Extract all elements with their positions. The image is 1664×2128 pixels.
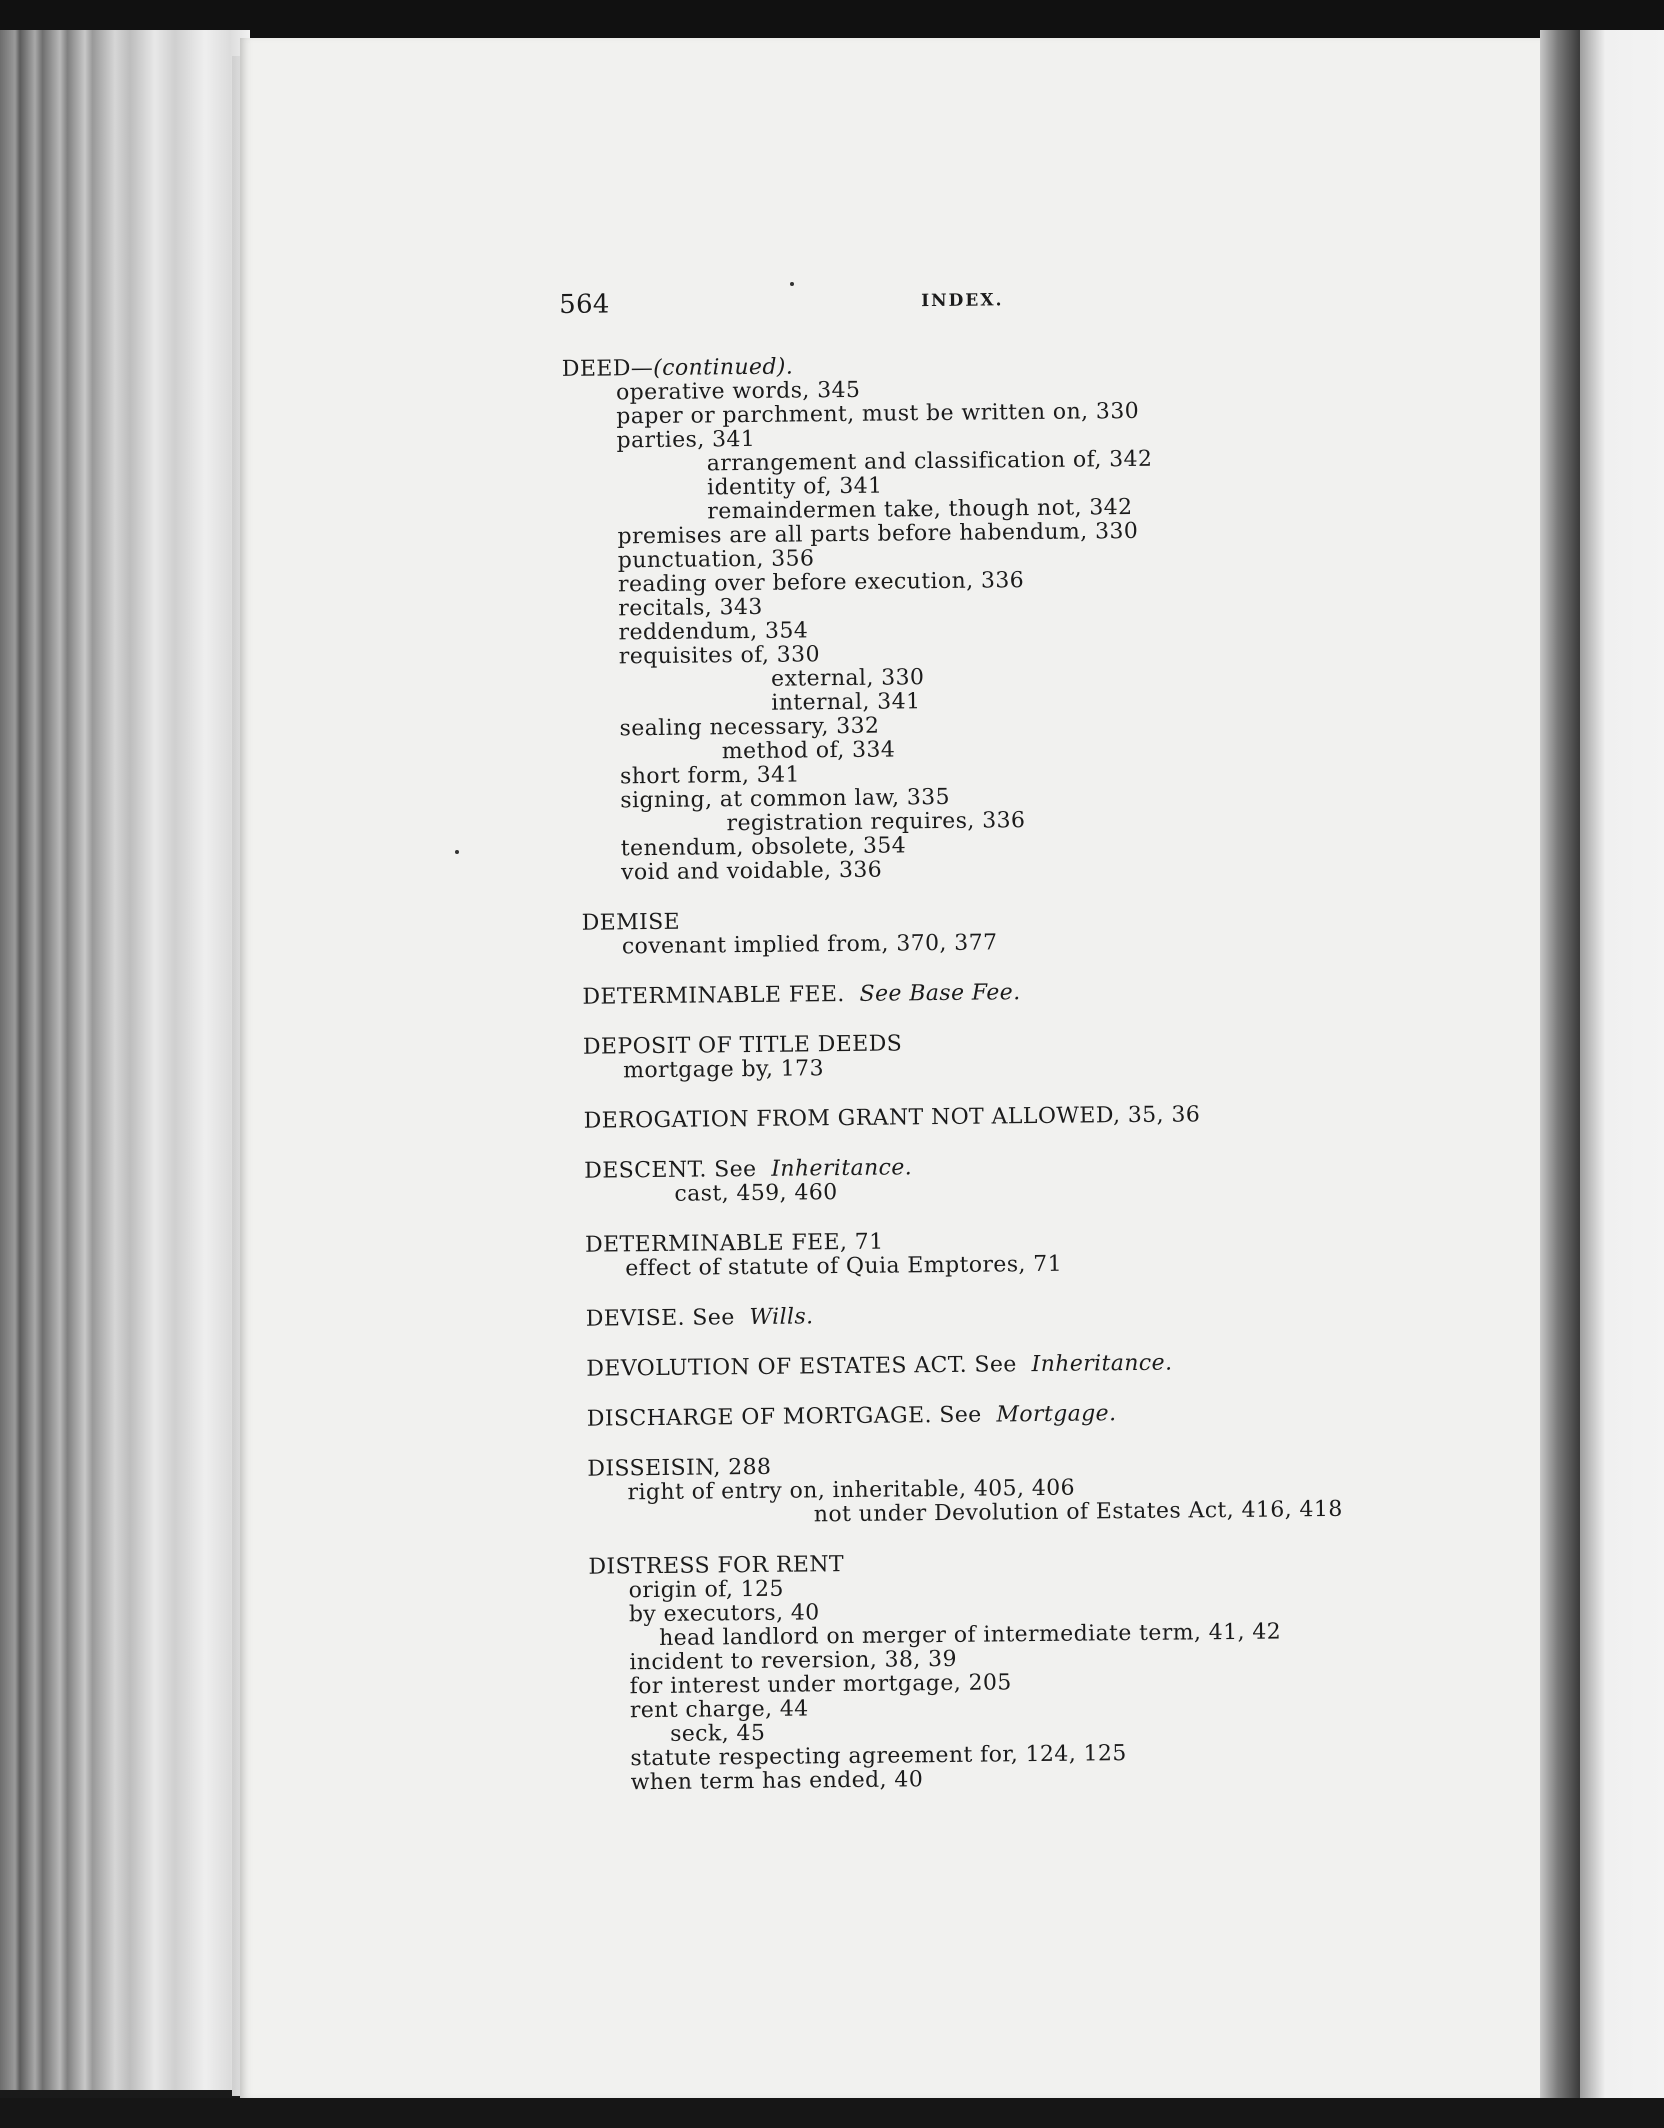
index-subentry: [707, 448, 1153, 476]
entry-text: requisites of, 330: [618, 642, 821, 670]
entry-text: by executors, 40: [628, 1600, 820, 1628]
entry-text: DEMISE: [581, 909, 681, 936]
index-subentry: [726, 809, 1025, 836]
entry-cross-reference: Inheritance.: [771, 1155, 913, 1182]
index-subentry: [625, 1253, 1062, 1281]
index-subentry: [616, 428, 755, 453]
entry-text: DEVISE. See: [585, 1305, 735, 1332]
entry-text: arrangement and classification of, 342: [706, 446, 1153, 477]
entry-cross-reference: Mortgage.: [996, 1401, 1117, 1428]
entry-text: seck, 45: [670, 1720, 766, 1747]
entry-text: method of, 334: [721, 737, 896, 765]
entry-text: short form, 341: [619, 762, 801, 790]
index-heading: [586, 1305, 814, 1331]
entry-cross-reference: See Base Fee.: [859, 980, 1021, 1007]
page-stack-edges: [0, 30, 250, 2090]
entry-text: mortgage by, 173: [623, 1056, 825, 1084]
index-subentry: [619, 715, 879, 741]
entry-text: head landlord on merger of intermediate term, 41, 42: [658, 1619, 1282, 1651]
spine-shadow: [1540, 30, 1580, 2098]
entry-text: right of entry on, inheritable, 405, 406: [627, 1475, 1076, 1506]
entry-cross-reference: Wills.: [749, 1304, 814, 1331]
index-subentry: [617, 520, 1138, 549]
entry-text: DETERMINABLE FEE.: [582, 982, 845, 1010]
page-number: 564: [558, 289, 610, 320]
index-subentry: [771, 690, 920, 715]
entry-text: void and voidable, 336: [620, 857, 883, 886]
index-heading: [588, 1553, 844, 1579]
running-head: INDEX.: [921, 290, 1004, 312]
speck: [455, 850, 459, 854]
entry-text: paper or parchment, must be written on, 330: [616, 398, 1140, 430]
entry-text: DEVOLUTION OF ESTATES ACT. See: [586, 1352, 1017, 1382]
index-subentry: [771, 666, 925, 691]
entry-text: when term has ended, 40: [630, 1767, 924, 1796]
index-subentry: [722, 738, 896, 763]
entry-text: DISCHARGE OF MORTGAGE. See: [586, 1402, 982, 1432]
index-heading: [583, 1032, 902, 1059]
index-heading: [584, 1156, 912, 1183]
entry-text: sealing necessary, 332: [619, 713, 880, 742]
index-heading: [587, 1402, 1117, 1431]
scan-bottom-border: [0, 2098, 1664, 2128]
entry-text: incident to reversion, 38, 39: [629, 1646, 958, 1676]
entry-text: parties, 341: [616, 426, 756, 454]
index-heading: [587, 1456, 771, 1481]
entry-text: cast, 459, 460: [674, 1180, 838, 1207]
entry-text: reading over before execution, 336: [617, 568, 1025, 598]
index-subentry: [619, 643, 820, 669]
index-heading: [582, 981, 1020, 1009]
facing-page-edge: [1580, 30, 1664, 2098]
index-subentry: [659, 1620, 1281, 1650]
index-subentry: [621, 859, 882, 885]
index-subentry: [620, 763, 800, 788]
entry-text: covenant implied from, 370, 377: [621, 930, 998, 960]
entry-text: identity of, 341: [706, 473, 883, 501]
index-subentry: [616, 379, 860, 405]
entry-text: operative words, 345: [615, 377, 861, 406]
index-subentry: [630, 1671, 1012, 1699]
index-subentry: [618, 569, 1024, 597]
entry-text: origin of, 125: [628, 1576, 785, 1604]
entry-text: DISSEISIN, 288: [587, 1454, 772, 1482]
entry-italic: (continued).: [653, 354, 794, 381]
entry-cross-reference: Inheritance.: [1031, 1350, 1173, 1378]
entry-text: premises are all parts before habendum, 330: [617, 518, 1139, 550]
entry-text: DEED—: [561, 355, 654, 382]
entry-text: DISTRESS FOR RENT: [588, 1552, 845, 1580]
index-subentry: [630, 1697, 809, 1722]
index-heading: [584, 1103, 1201, 1133]
index-heading: [586, 1352, 1172, 1382]
entry-text: for interest under mortgage, 205: [629, 1670, 1012, 1700]
entry-text: tenendum, obsolete, 354: [620, 833, 907, 862]
entry-text: signing, at common law, 335: [620, 784, 951, 814]
entry-text: statute respecting agreement for, 124, 125: [630, 1741, 1127, 1772]
index-subentry: [630, 1742, 1127, 1771]
index-subentry: [674, 1181, 837, 1206]
index-subentry: [631, 1768, 924, 1795]
index-subentry: [618, 619, 808, 644]
index-subentry: [629, 1601, 820, 1626]
index-heading: [562, 356, 794, 382]
index-text-block: [555, 281, 1451, 1830]
entry-text: not under Devolution of Estates Act, 416, 418: [813, 1496, 1343, 1528]
index-subentry: [629, 1578, 785, 1603]
index-subentry: [616, 400, 1139, 429]
index-heading: [582, 911, 681, 936]
entry-text: rent charge, 44: [629, 1696, 809, 1724]
entry-text: registration requires, 336: [726, 808, 1026, 837]
entry-text: punctuation, 356: [617, 546, 815, 574]
index-subentry: [814, 1498, 1343, 1527]
entry-text: DETERMINABLE FEE, 71: [584, 1229, 884, 1258]
index-subentry: [618, 547, 815, 573]
index-subentry: [670, 1722, 765, 1746]
entry-text: external, 330: [770, 665, 925, 692]
entry-text: internal, 341: [771, 689, 921, 716]
entry-text: remaindermen take, though not, 342: [707, 494, 1133, 525]
entry-text: effect of statute of Quia Emptores, 71: [625, 1251, 1063, 1282]
speck: [790, 282, 794, 286]
index-subentry: [707, 475, 883, 500]
entry-text: DEPOSIT OF TITLE DEEDS: [582, 1031, 903, 1060]
entry-text: reddendum, 354: [618, 618, 809, 646]
index-subentry: [623, 1057, 824, 1083]
index-subentry: [622, 931, 998, 958]
index-subentry: [618, 596, 763, 621]
entry-text: DEROGATION FROM GRANT NOT ALLOWED, 35, 36: [583, 1102, 1201, 1134]
entry-text: DESCENT. See: [584, 1156, 757, 1184]
entry-text: recitals, 343: [618, 594, 763, 622]
